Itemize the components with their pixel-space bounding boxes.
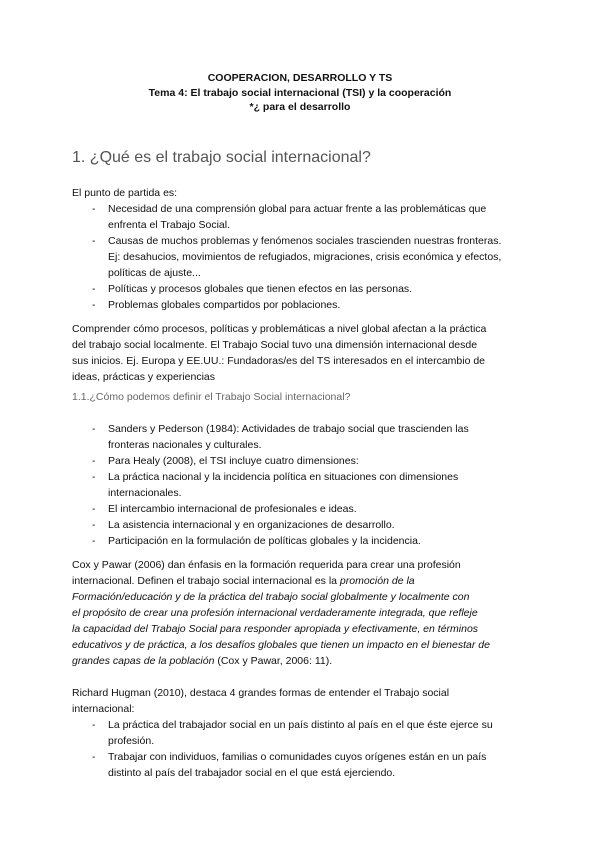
paragraph-line: Comprender cómo procesos, políticas y problemáticas a nivel global afectan a la práctica	[72, 323, 487, 335]
paragraph-line: la capacidad del Trabajo Social para responder apropiada y efectivamente, en términos	[72, 623, 479, 635]
subsection-heading: 1.1.¿Cómo podemos definir el Trabajo Social internacional?	[72, 391, 351, 403]
paragraph-line: internacional:	[72, 703, 135, 715]
course-title: COOPERACION, DESARROLLO Y TS	[207, 72, 393, 84]
paragraph-line: Formación/educación y de la práctica del trabajo social globalmente y localmente con	[72, 591, 470, 603]
paragraph-line: educativos y de práctica, a los desafíos globales que tienen un impacto en el bienestar de	[72, 639, 490, 651]
document-header	[0, 71, 600, 115]
paragraph-line: del trabajo social localmente. El Trabajo Social tuvo una dimensión internacional desde	[72, 339, 478, 351]
paragraph-line: sus inicios. Ej. Europa y EE.UU.: Fundadoras/es del TS interesados en el intercambio de	[72, 355, 486, 367]
paragraph-line: grandes capas de la población (Cox y Pawar, 2006: 11).	[72, 655, 333, 667]
paragraph-line: internacional. Definen el trabajo social internacional es la promoción de la	[72, 575, 415, 587]
paragraph-line: Cox y Pawar (2006) dan énfasis en la formación requerida para crear una profesión	[72, 559, 461, 571]
paragraph-line: ideas, prácticas y experiencias	[72, 371, 215, 383]
section-heading-1: 1. ¿Qué es el trabajo social internacional?	[72, 149, 371, 166]
document-page: COOPERACION, DESARROLLO Y TS Tema 4: El trabajo social internacional (TSI) y la cooperación *¿ para el desarrollo 1. ¿Qué es el trabajo social internacional? El punto de partida es: - Necesidad de una comprensión global para actuar frente a las problemáticas que enfrenta el Trabajo Social. - Causas de muchos problemas y fenómenos sociales trascienden nuestras fronteras. Ej: desahucios, movimientos de refugiados, migraciones, crisis económica y efectos, políticas de ajuste... - Políticas y procesos globales que tienen efectos en las personas. - Problemas globales compartidos por poblaciones. Comprender cómo procesos, políticas y problemáticas a nivel global afectan a la práctica del trabajo social localmente. El Trabajo Social tuvo una dimensión internacional desde sus inicios. Ej. Europa y EE.UU.: Fundadoras/es del TS interesados en el intercambio de ideas, prácticas y experiencias 1.1.¿Cómo podemos definir el Trabajo Social internacional? - Sanders y Pederson (1984): Actividades de trabajo social que trascienden las fronteras nacionales y culturales. - Para Healy (2008), el TSI incluye cuatro dimensiones: - La práctica nacional y la incidencia política en situaciones con dimensiones internacionales. - El intercambio internacional de profesionales e ideas. - La asistencia internacional y en organizaciones de desarrollo. - Participación en la formulación de políticas globales y la incidencia. Cox y Pawar (2006) dan énfasis en la formación requerida para crear una profesión internacional. Definen el trabajo social internacional es la promoción de la Formación/educación y de la práctica del trabajo social globalmente y localmente con el propósito de crear una profesión internacional verdaderamente integrada, que refleje la capacidad del Trabajo Social para responder apropiada y efectivamente, en términos educativos y de práctica, a los desafíos globales que tienen un impacto en el bienestar de grandes capas de la población (Cox y Pawar, 2006: 11). Richard Hugman (2010), destaca 4 grandes formas de entender el Trabajo social internacional: - La práctica del trabajador social en un país distinto al país en el que éste ejerce su profesión. - Trabajar con individuos, familias o comunidades cuyos orígenes están en un país distinto al país del trabajador social en el que está ejerciendo.	[0, 0, 600, 848]
topic-title: Tema 4: El trabajo social internacional (TSI) y la cooperación	[148, 86, 452, 99]
intro-text: El punto de partida es:	[72, 187, 178, 199]
paragraph-line: el propósito de crear una profesión internacional verdaderamente integrada, que refleje	[72, 607, 478, 619]
paragraph-line: Richard Hugman (2010), destaca 4 grandes formas de entender el Trabajo social	[72, 687, 450, 699]
topic-subtitle: *¿ para el desarrollo	[249, 101, 351, 113]
